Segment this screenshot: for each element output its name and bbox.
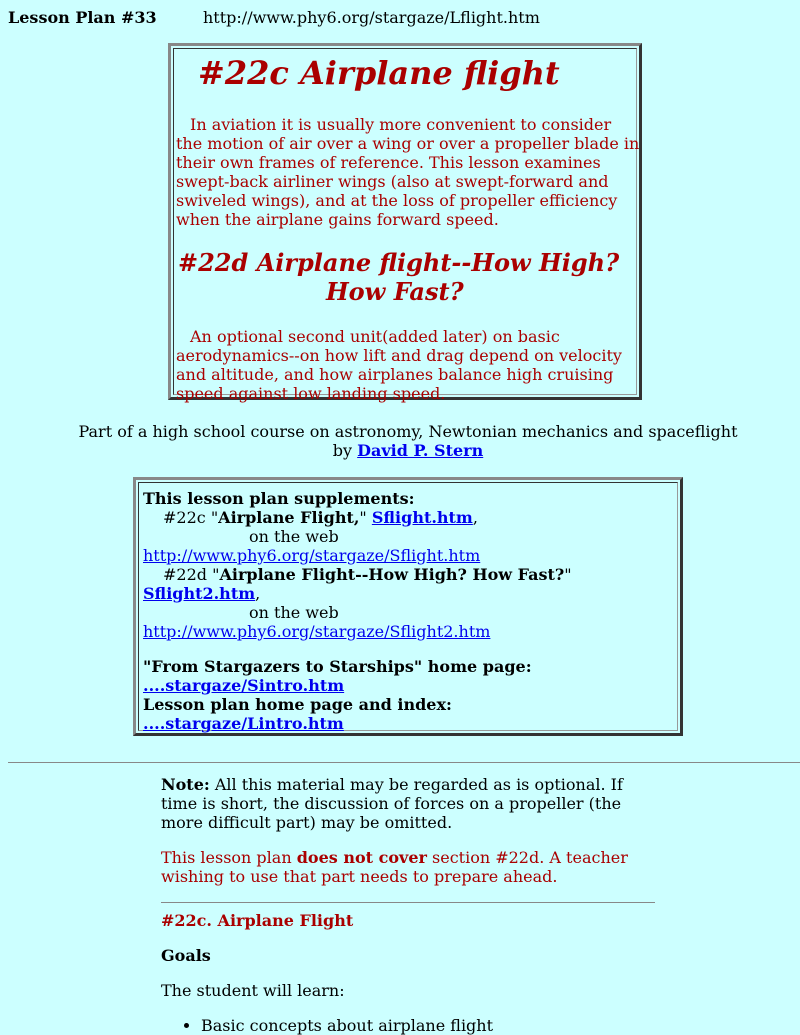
sflight-link[interactable]: Sflight.htm <box>371 508 473 527</box>
title-22d-line1: #22d Airplane flight--How High? <box>178 248 620 277</box>
title-22c: #22c Airplane flight <box>198 54 560 92</box>
coverage-after: section #22d. A teacher wishing to use that part needs to prepare ahead. <box>161 848 628 886</box>
page-url: http://www.phy6.org/stargaze/Lflight.htm <box>203 8 540 27</box>
item2-prefix: #22d " <box>163 565 220 584</box>
sflight2-link[interactable]: Sflight2.htm <box>143 584 256 603</box>
coverage-paragraph <box>161 848 655 886</box>
note-paragraph <box>161 775 655 832</box>
goals-heading: Goals <box>161 946 211 965</box>
course-description: Part of a high school course on astronomy, Newtonian mechanics and spaceflight <box>78 422 738 441</box>
sflight-url-link[interactable]: http://www.phy6.org/stargaze/Sflight.htm <box>143 546 481 565</box>
section-divider <box>161 902 655 903</box>
goal-item: • Basic concepts about airplane flight <box>201 1016 493 1035</box>
on-web-label-2: on the web <box>249 603 339 622</box>
item1-quote: " <box>359 508 367 527</box>
supplement-item-22c <box>163 508 478 527</box>
home-page-link[interactable]: ....stargaze/Sintro.htm <box>143 676 345 695</box>
learn-text: The student will learn: <box>161 981 345 1000</box>
index-label: Lesson plan home page and index: <box>143 695 452 714</box>
author-link[interactable]: David P. Stern <box>357 441 484 460</box>
item1-comma: , <box>472 508 478 527</box>
section-title: #22c. Airplane Flight <box>161 911 354 930</box>
by-label: by <box>332 441 353 460</box>
note-label: Note: <box>161 775 210 794</box>
item2-quote: " <box>564 565 572 584</box>
coverage-before: This lesson plan <box>161 848 297 867</box>
note-text: All this material may be regarded as is optional. If time is short, the discussion of forces on a propeller (the more difficult part) may be omitted. <box>161 775 623 832</box>
index-link[interactable]: ....stargaze/Lintro.htm <box>143 714 344 733</box>
item2-title: Airplane Flight--How High? How Fast? <box>219 565 565 584</box>
title-22d-line2: How Fast? <box>326 277 464 306</box>
goals-list <box>161 1016 493 1035</box>
supplement-item-22d <box>163 565 572 584</box>
supplement-heading: This lesson plan supplements: <box>143 489 415 508</box>
lesson-plan-label: Lesson Plan #33 <box>8 8 157 27</box>
on-web-label-1: on the web <box>249 527 339 546</box>
home-page-label: "From Stargazers to Starships" home page: <box>143 657 532 676</box>
item1-prefix: #22c " <box>163 508 219 527</box>
item2-comma: , <box>255 584 261 603</box>
item1-title: Airplane Flight, <box>218 508 360 527</box>
supplement-box <box>133 477 683 736</box>
text-22d: An optional second unit(added later) on basic aerodynamics--on how lift and drag depend on velocity and altitude, and how airplanes balance high cruising speed against low landing speed. <box>176 327 622 403</box>
divider <box>8 762 800 763</box>
byline <box>8 422 800 460</box>
coverage-bold: does not cover <box>296 848 427 867</box>
text-22c: In aviation it is usually more convenient to consider the motion of air over a wing or over a propeller blade in their own frames of reference. This lesson examines swept-back airliner wings (also at swept-forward and swiveled wings), and at the loss of propeller efficiency when the airplane gains forward speed. <box>176 115 640 229</box>
sflight2-url-link[interactable]: http://www.phy6.org/stargaze/Sflight2.htm <box>143 622 491 641</box>
intro-box <box>168 43 642 403</box>
